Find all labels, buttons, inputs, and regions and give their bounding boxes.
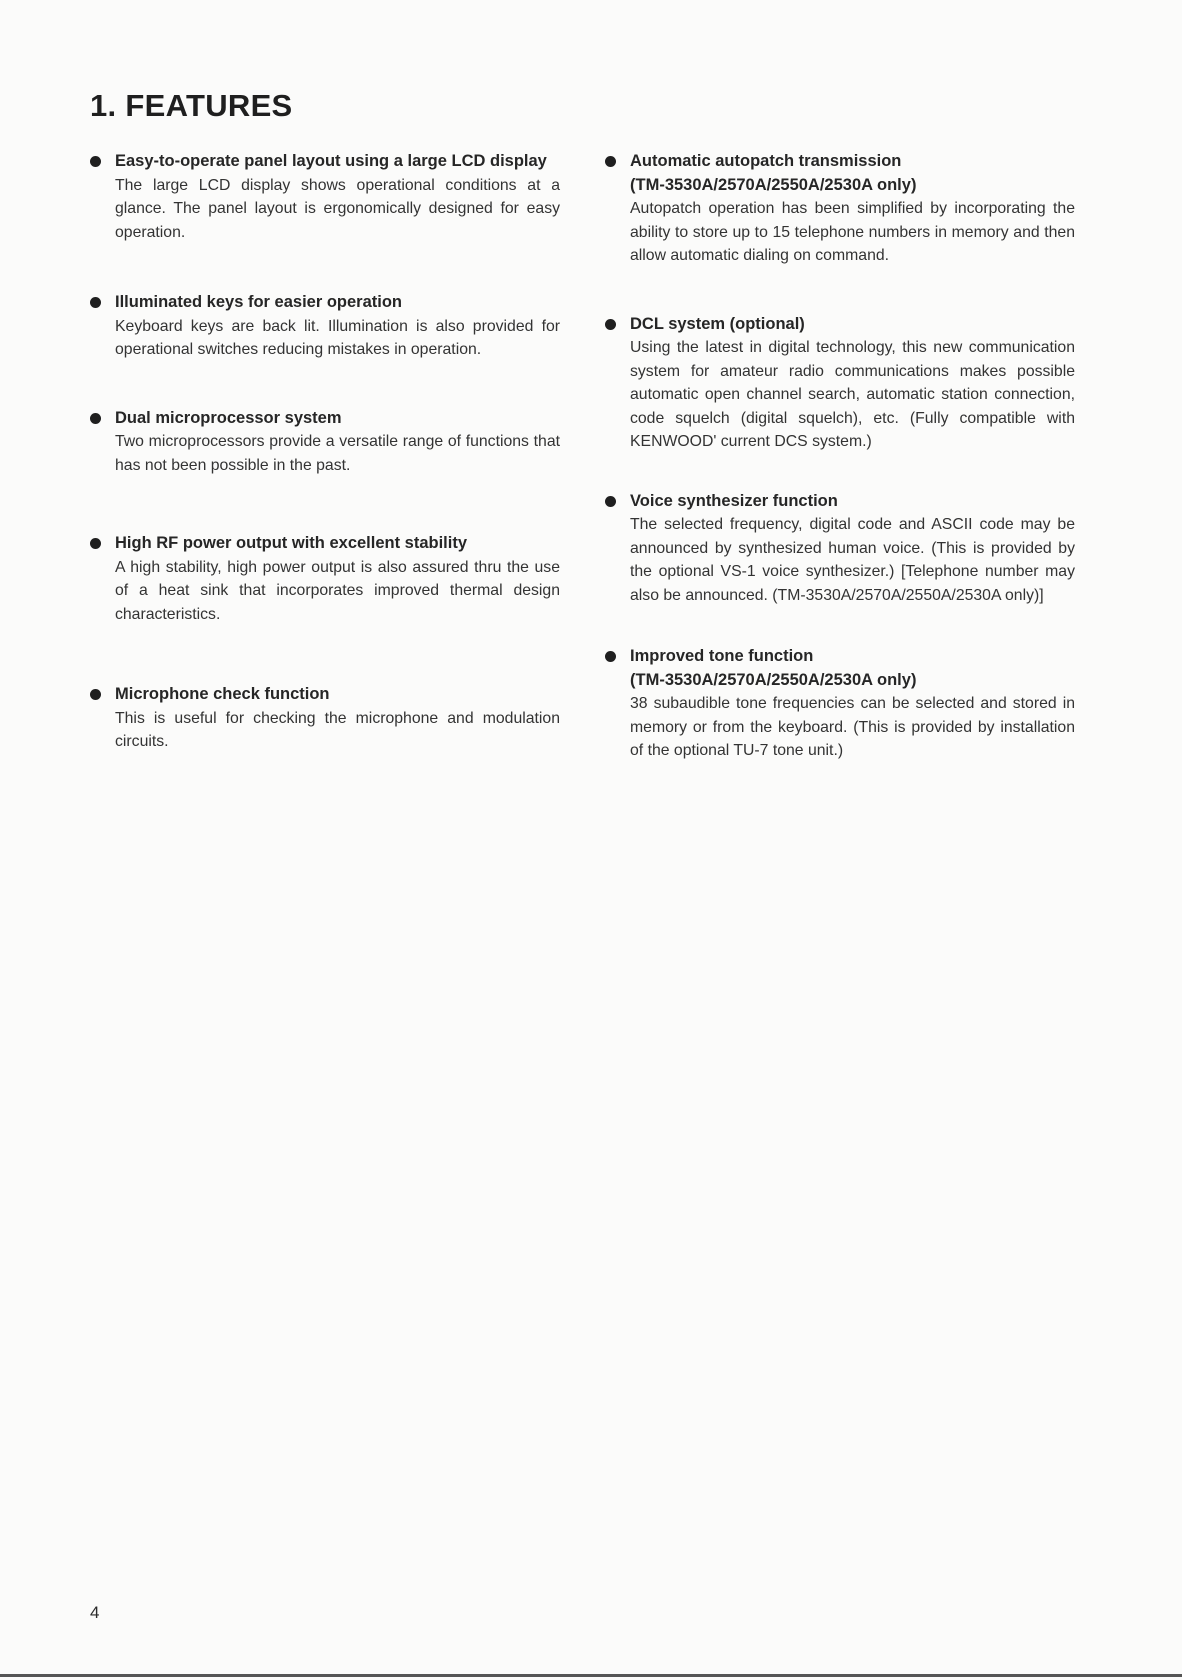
feature-item [88,150,560,244]
feature-title: Improved tone function [630,647,814,665]
feature-item [88,407,560,478]
feature-title: Dual microprocessor system [115,408,342,427]
feature-description: Using the latest in digital technology, this new communication system for amateur radio communications makes possible automatic open channel search, automatic station connection, code squelch (digital squelch), etc. (Fully compatible with KENWOOD' current DCS system.) [630,339,1075,450]
bullet-icon [90,413,101,424]
feature-item [88,683,560,754]
feature-title: High RF power output with excellent stability [115,534,468,552]
bullet-icon [90,538,101,549]
feature-title: Illuminated keys for easier operation [115,293,403,311]
feature-description: The selected frequency, digital code and ASCII code may be announced by synthesized human voice. (This is provided by the optional VS-1 voice synthesizer.) [Telephone number may also be announced. (TM-3530A/2570A/2550A/2530A only)] [630,516,1075,604]
feature-description: This is useful for checking the microphone and modulation circuits. [115,709,560,750]
feature-description: 38 subaudible tone frequencies can be selected and stored in memory or from the keyboard. (This is provided by installation of the optional TU-7 tone unit.) [630,695,1075,759]
feature-description: Keyboard keys are back lit. Illumination is also provided for operational switches reducing mistakes in operation. [115,317,560,358]
feature-item [603,150,1075,268]
left-column [88,150,560,754]
feature-description: The large LCD display shows operational conditions at a glance. The panel layout is ergonomically designed for easy operation. [115,176,560,241]
page-title: 1. FEATURES [90,88,293,123]
bullet-icon [605,156,616,167]
feature-item [603,313,1075,454]
feature-title: Automatic autopatch transmission [630,152,902,170]
feature-title: DCL system (optional) [630,314,805,333]
feature-title: Voice synthesizer function [630,491,838,510]
feature-item [88,291,560,362]
bullet-icon [605,651,616,662]
feature-item [603,645,1075,763]
bullet-icon [605,496,616,507]
feature-title: Microphone check function [115,685,330,703]
feature-model-note: (TM-3530A/2570A/2550A/2530A only) [630,670,917,689]
feature-description: Autopatch operation has been simplified by incorporating the ability to store up to 15 telephone numbers in memory and then allow automatic dialing on command. [630,200,1075,264]
feature-title: Easy-to-operate panel layout using a large LCD display [115,152,547,170]
bullet-icon [90,156,101,167]
right-column [603,150,1075,763]
bullet-icon [90,297,101,308]
feature-model-note: (TM-3530A/2570A/2550A/2530A only) [630,175,917,194]
page-number: 4 [90,1603,100,1622]
feature-item [88,532,560,626]
bullet-icon [605,319,616,330]
bullet-icon [90,689,101,700]
bottom-divider [0,1674,1182,1677]
feature-description: Two microprocessors provide a versatile range of functions that has not been possible in the past. [115,433,560,474]
feature-description: A high stability, high power output is also assured thru the use of a heat sink that incorporates improved thermal design characteristics. [115,558,560,623]
feature-item [603,490,1075,608]
